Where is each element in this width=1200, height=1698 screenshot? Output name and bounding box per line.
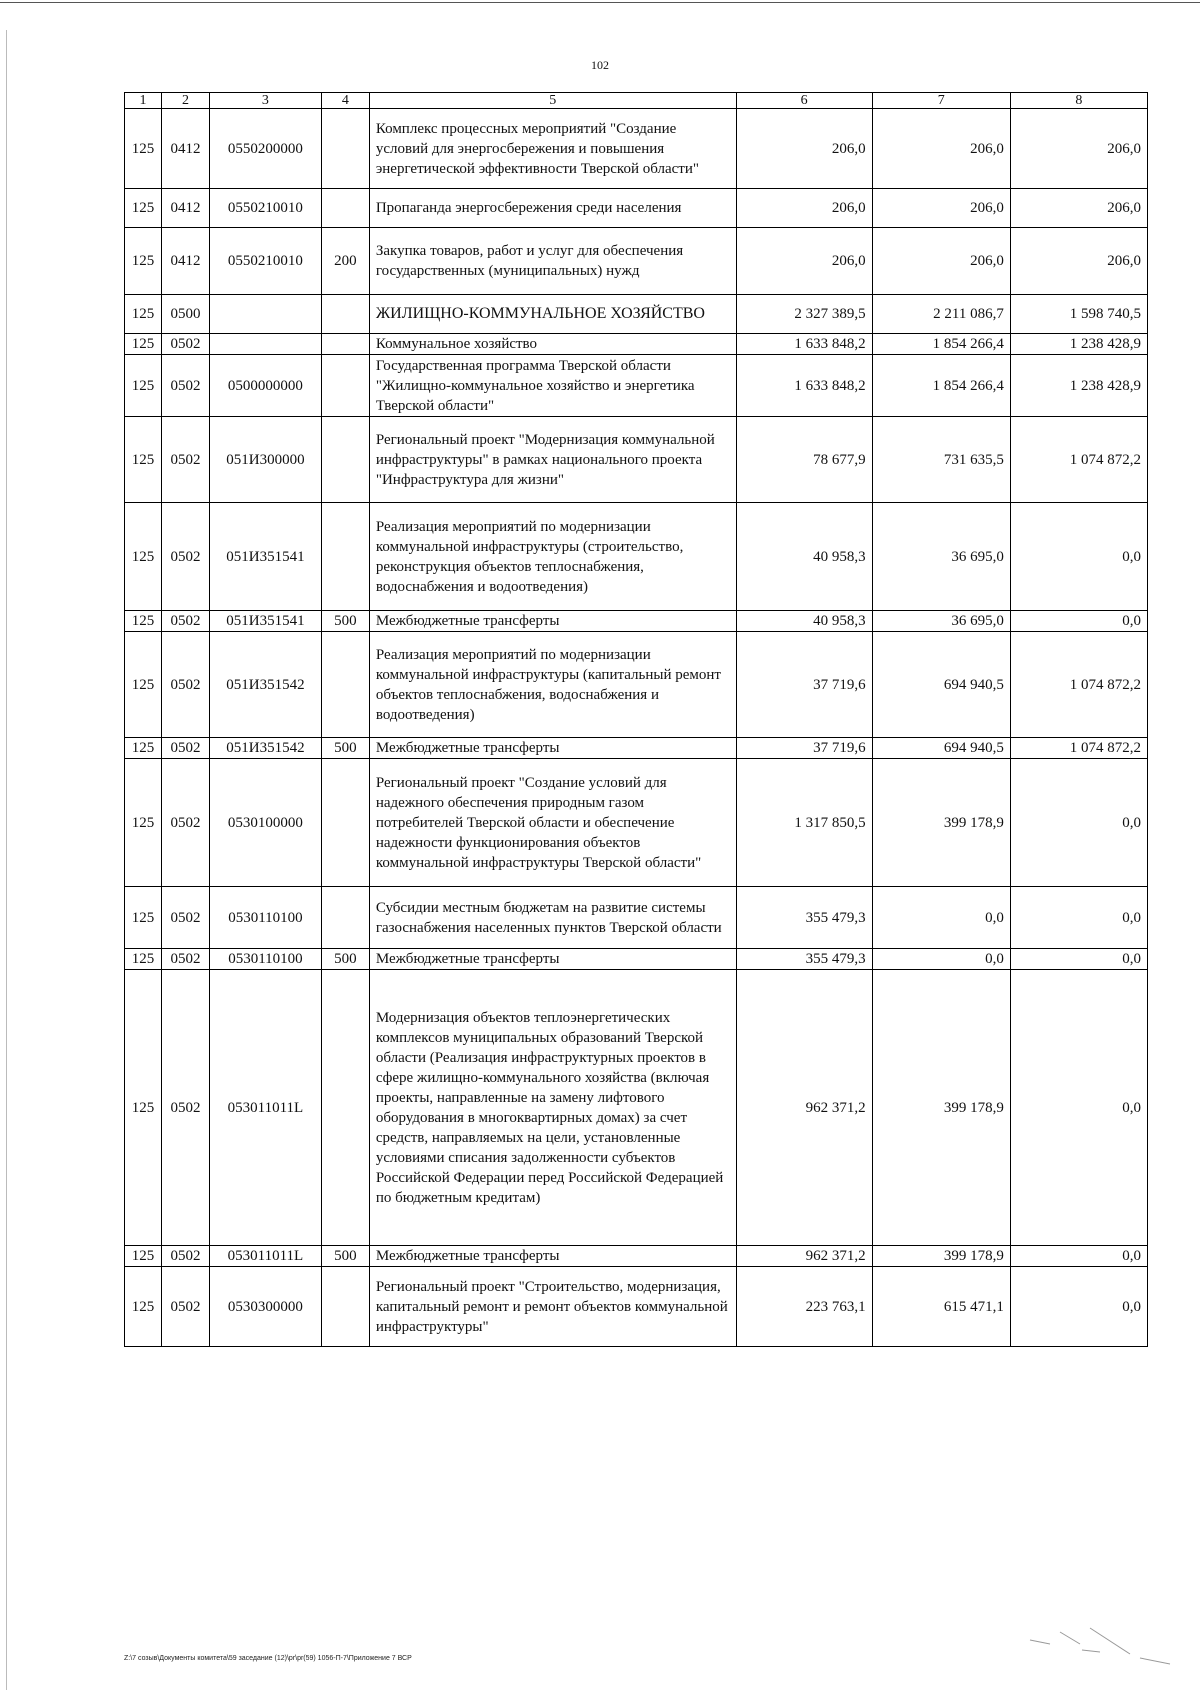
section-code: 0502 [162, 1267, 210, 1347]
amount-col8: 0,0 [1010, 1246, 1147, 1267]
amount-col7: 399 178,9 [872, 970, 1010, 1246]
amount-col7: 206,0 [872, 109, 1010, 189]
table-row [125, 611, 1148, 632]
amount-col6: 40 958,3 [736, 503, 872, 611]
item-description: Региональный проект "Строительство, модернизация, капитальный ремонт и ремонт объектов коммунальной инфраструктуры" [369, 1267, 736, 1347]
amount-col7: 731 635,5 [872, 417, 1010, 503]
table-row [125, 355, 1148, 417]
amount-col8: 1 074 872,2 [1010, 738, 1147, 759]
item-description: Реализация мероприятий по модернизации коммунальной инфраструктуры (капитальный ремонт объектов теплоснабжения, водоснабжения и водоотведения) [369, 632, 736, 738]
amount-col7: 36 695,0 [872, 503, 1010, 611]
table-row [125, 887, 1148, 949]
ministry-code: 125 [125, 611, 162, 632]
amount-col7: 694 940,5 [872, 632, 1010, 738]
section-code: 0502 [162, 738, 210, 759]
table-row [125, 1267, 1148, 1347]
target-code: 051И351542 [209, 632, 321, 738]
item-description: ЖИЛИЩНО-КОММУНАЛЬНОЕ ХОЗЯЙСТВО [369, 295, 736, 334]
item-description: Межбюджетные трансферты [369, 949, 736, 970]
item-description: Реализация мероприятий по модернизации коммунальной инфраструктуры (строительство, реконструкция объектов теплоснабжения, водоснабжения и водоотведения) [369, 503, 736, 611]
section-code: 0502 [162, 417, 210, 503]
target-code: 0550210010 [209, 189, 321, 228]
section-code: 0502 [162, 355, 210, 417]
amount-col7: 206,0 [872, 189, 1010, 228]
ministry-code: 125 [125, 632, 162, 738]
ministry-code: 125 [125, 1246, 162, 1267]
table-row [125, 334, 1148, 355]
expense-type-code [321, 417, 369, 503]
amount-col8: 0,0 [1010, 1267, 1147, 1347]
column-header: 3 [209, 93, 321, 109]
expense-type-code [321, 970, 369, 1246]
section-code: 0502 [162, 887, 210, 949]
table-row [125, 109, 1148, 189]
amount-col6: 206,0 [736, 189, 872, 228]
column-header: 1 [125, 93, 162, 109]
target-code: 051И351542 [209, 738, 321, 759]
item-description: Межбюджетные трансферты [369, 1246, 736, 1267]
amount-col7: 0,0 [872, 949, 1010, 970]
section-code: 0502 [162, 611, 210, 632]
ministry-code: 125 [125, 355, 162, 417]
table-row [125, 189, 1148, 228]
target-code: 051И351541 [209, 503, 321, 611]
table-row [125, 228, 1148, 295]
target-code: 0530110100 [209, 887, 321, 949]
item-description: Коммунальное хозяйство [369, 334, 736, 355]
pen-scribble-mark [1020, 1610, 1180, 1670]
item-description: Комплекс процессных мероприятий "Создание условий для энергосбережения и повышения энергетической эффективности Тверской области" [369, 109, 736, 189]
section-code: 0502 [162, 334, 210, 355]
amount-col6: 78 677,9 [736, 417, 872, 503]
ministry-code: 125 [125, 738, 162, 759]
expense-type-code: 500 [321, 738, 369, 759]
section-code: 0502 [162, 949, 210, 970]
ministry-code: 125 [125, 189, 162, 228]
table-row [125, 738, 1148, 759]
item-description: Межбюджетные трансферты [369, 738, 736, 759]
ministry-code: 125 [125, 1267, 162, 1347]
amount-col8: 1 238 428,9 [1010, 355, 1147, 417]
table-row [125, 503, 1148, 611]
column-header: 8 [1010, 93, 1147, 109]
target-code [209, 334, 321, 355]
target-code [209, 295, 321, 334]
footer-file-path: Z:\7 созыв\Документы комитета\59 заседание (12)\pr\pr(59) 1056-П-7\Приложение 7 ВСР [124, 1655, 412, 1662]
amount-col7: 1 854 266,4 [872, 334, 1010, 355]
expense-type-code: 500 [321, 1246, 369, 1267]
column-header: 7 [872, 93, 1010, 109]
ministry-code: 125 [125, 970, 162, 1246]
target-code: 051И351541 [209, 611, 321, 632]
amount-col8: 1 074 872,2 [1010, 417, 1147, 503]
ministry-code: 125 [125, 759, 162, 887]
amount-col7: 206,0 [872, 228, 1010, 295]
ministry-code: 125 [125, 109, 162, 189]
amount-col7: 694 940,5 [872, 738, 1010, 759]
table-row [125, 759, 1148, 887]
target-code: 051И300000 [209, 417, 321, 503]
amount-col8: 206,0 [1010, 109, 1147, 189]
column-header: 6 [736, 93, 872, 109]
table-row [125, 949, 1148, 970]
table-row [125, 417, 1148, 503]
expense-type-code [321, 759, 369, 887]
table-row [125, 1246, 1148, 1267]
item-description: Закупка товаров, работ и услуг для обеспечения государственных (муниципальных) нужд [369, 228, 736, 295]
amount-col7: 399 178,9 [872, 1246, 1010, 1267]
section-code: 0502 [162, 503, 210, 611]
ministry-code: 125 [125, 417, 162, 503]
target-code: 053011011L [209, 1246, 321, 1267]
target-code: 0500000000 [209, 355, 321, 417]
amount-col7: 2 211 086,7 [872, 295, 1010, 334]
section-code: 0500 [162, 295, 210, 334]
item-description: Региональный проект "Создание условий для надежного обеспечения природным газом потребителей Тверской области и обеспечение надежности функционирования объектов коммунальной инфраструктуры Тверской области" [369, 759, 736, 887]
target-code: 0530300000 [209, 1267, 321, 1347]
expense-type-code: 500 [321, 949, 369, 970]
amount-col8: 1 598 740,5 [1010, 295, 1147, 334]
amount-col7: 36 695,0 [872, 611, 1010, 632]
ministry-code: 125 [125, 503, 162, 611]
scan-edge-line [0, 2, 1200, 3]
amount-col8: 1 238 428,9 [1010, 334, 1147, 355]
amount-col6: 1 317 850,5 [736, 759, 872, 887]
ministry-code: 125 [125, 887, 162, 949]
amount-col7: 0,0 [872, 887, 1010, 949]
section-code: 0412 [162, 189, 210, 228]
section-code: 0412 [162, 228, 210, 295]
amount-col6: 1 633 848,2 [736, 355, 872, 417]
expense-type-code [321, 503, 369, 611]
expense-type-code [321, 189, 369, 228]
ministry-code: 125 [125, 295, 162, 334]
amount-col6: 223 763,1 [736, 1267, 872, 1347]
expense-type-code [321, 632, 369, 738]
amount-col6: 355 479,3 [736, 949, 872, 970]
expense-type-code [321, 295, 369, 334]
amount-col8: 0,0 [1010, 611, 1147, 632]
amount-col6: 206,0 [736, 109, 872, 189]
target-code: 0550210010 [209, 228, 321, 295]
amount-col8: 0,0 [1010, 970, 1147, 1246]
section-code: 0502 [162, 970, 210, 1246]
column-header: 2 [162, 93, 210, 109]
amount-col8: 0,0 [1010, 503, 1147, 611]
ministry-code: 125 [125, 949, 162, 970]
amount-col7: 399 178,9 [872, 759, 1010, 887]
section-code: 0412 [162, 109, 210, 189]
expense-type-code [321, 109, 369, 189]
item-description: Субсидии местным бюджетам на развитие системы газоснабжения населенных пунктов Тверской области [369, 887, 736, 949]
amount-col6: 2 327 389,5 [736, 295, 872, 334]
page-number: 102 [591, 58, 609, 72]
amount-col6: 206,0 [736, 228, 872, 295]
expense-type-code [321, 355, 369, 417]
amount-col6: 37 719,6 [736, 738, 872, 759]
target-code: 0530110100 [209, 949, 321, 970]
target-code: 0550200000 [209, 109, 321, 189]
item-description: Пропаганда энергосбережения среди населения [369, 189, 736, 228]
section-code: 0502 [162, 632, 210, 738]
expense-type-code [321, 1267, 369, 1347]
amount-col8: 0,0 [1010, 887, 1147, 949]
amount-col8: 206,0 [1010, 228, 1147, 295]
amount-col6: 962 371,2 [736, 1246, 872, 1267]
table-row [125, 970, 1148, 1246]
section-code: 0502 [162, 1246, 210, 1267]
expense-type-code [321, 887, 369, 949]
table-row [125, 632, 1148, 738]
amount-col8: 206,0 [1010, 189, 1147, 228]
expense-type-code: 500 [321, 611, 369, 632]
amount-col8: 0,0 [1010, 759, 1147, 887]
item-description: Модернизация объектов теплоэнергетических комплексов муниципальных образований Тверской области (Реализация инфраструктурных проектов в сфере жилищно-коммунального хозяйства (включая проекты, направленные на замену лифтового оборудования в многоквартирных домах) за счет средств, направляемых на цели, установленные условиями списания задолженности субъектов Российской Федерации перед Российской Федерацией по бюджетным кредитам) [369, 970, 736, 1246]
expense-type-code [321, 334, 369, 355]
target-code: 053011011L [209, 970, 321, 1246]
amount-col6: 40 958,3 [736, 611, 872, 632]
amount-col6: 355 479,3 [736, 887, 872, 949]
column-header: 5 [369, 93, 736, 109]
table-row [125, 295, 1148, 334]
budget-table [124, 92, 1148, 1347]
amount-col6: 1 633 848,2 [736, 334, 872, 355]
item-description: Региональный проект "Модернизация коммунальной инфраструктуры" в рамках национального проекта "Инфраструктура для жизни" [369, 417, 736, 503]
section-code: 0502 [162, 759, 210, 887]
amount-col6: 37 719,6 [736, 632, 872, 738]
item-description: Межбюджетные трансферты [369, 611, 736, 632]
amount-col7: 615 471,1 [872, 1267, 1010, 1347]
amount-col6: 962 371,2 [736, 970, 872, 1246]
column-header: 4 [321, 93, 369, 109]
target-code: 0530100000 [209, 759, 321, 887]
amount-col7: 1 854 266,4 [872, 355, 1010, 417]
ministry-code: 125 [125, 334, 162, 355]
amount-col8: 1 074 872,2 [1010, 632, 1147, 738]
amount-col8: 0,0 [1010, 949, 1147, 970]
scan-margin-line [6, 30, 7, 1690]
expense-type-code: 200 [321, 228, 369, 295]
table-header-row [125, 93, 1148, 109]
ministry-code: 125 [125, 228, 162, 295]
item-description: Государственная программа Тверской области "Жилищно-коммунальное хозяйство и энергетика Тверской области" [369, 355, 736, 417]
